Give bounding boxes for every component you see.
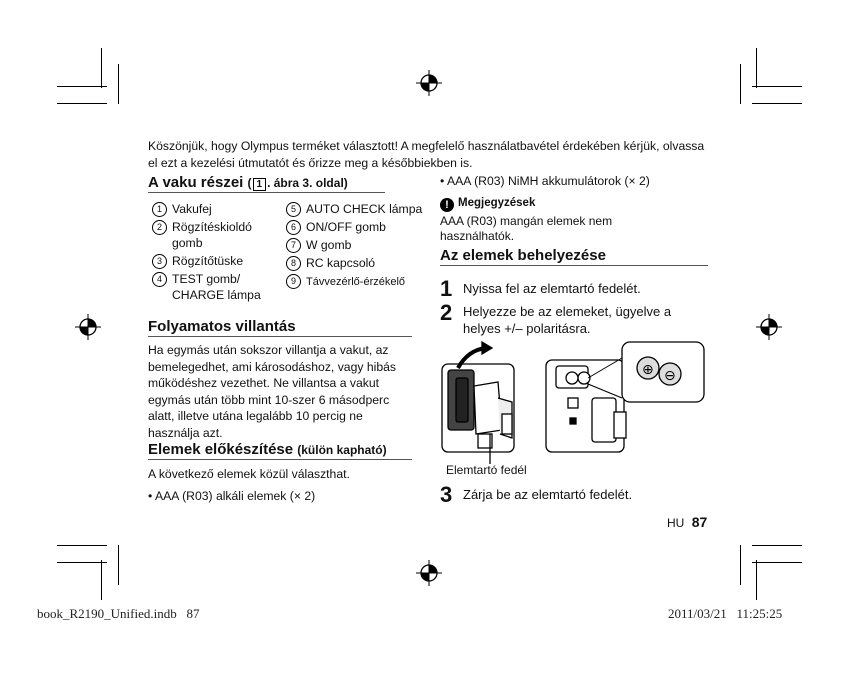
- registration-mark-left: [75, 314, 101, 340]
- battery-insertion-figure: [438, 338, 710, 464]
- list-item: 3 Rögzítőtüske: [150, 253, 275, 269]
- step-2-text: Helyezze be az elemeket, ügyelve a helyes +/– polaritásra.: [463, 304, 672, 336]
- battery-bullet-alkaline: • AAA (R03) alkáli elemek (× 2): [148, 489, 316, 503]
- list-item: 8 RC kapcsoló: [284, 255, 424, 271]
- step-3-text: Zárja be az elemtartó fedelét.: [463, 487, 633, 502]
- polarity-minus-label: ⊖: [664, 368, 676, 384]
- flash-unit-open-illustration: [442, 342, 514, 464]
- registration-mark-right: [756, 314, 782, 340]
- battery-bullet-nimh: • AAA (R03) NiMH akkumulátorok (× 2): [440, 174, 650, 188]
- continuous-text: Ha egymás után sokszor villantja a vakut, az bemelegedhet, ami károsodáshoz, vagy hibás működéshez vezethet. Ne villantsa a vakut egymás után több mint 10-szer 6 másodperc alatt, illetve utána legalább 10 percig ne használja azt.: [148, 343, 396, 440]
- figure-caption: Elemtartó fedél: [446, 463, 527, 477]
- battery-prep-text: A következő elemek közül választhat.: [148, 467, 350, 481]
- footer-datetime: 2011/03/21 11:25:25: [668, 606, 783, 621]
- list-item: 2 Rögzítéskioldó gomb: [150, 219, 275, 251]
- footer-file: book_R2190_Unified.indb 87: [37, 606, 200, 621]
- notes-text: AAA (R03) mangán elemek nem használhatók.: [440, 214, 613, 243]
- registration-mark-top: [416, 70, 442, 96]
- insert-heading: Az elemek behelyezése: [440, 247, 708, 266]
- registration-mark-bottom: [416, 560, 442, 586]
- parts-list-left: [150, 201, 275, 305]
- continuous-heading: Folyamatos villantás: [148, 318, 412, 337]
- page-number: HU 87: [667, 514, 708, 530]
- list-item: 1 Vakufej: [150, 201, 275, 217]
- list-item: 4 TEST gomb/ CHARGE lámpa: [150, 271, 275, 303]
- parts-list-right: [284, 201, 424, 292]
- step-1-text: Nyissa fel az elemtartó fedelét.: [463, 281, 641, 296]
- list-item: 5 AUTO CHECK lámpa: [284, 201, 424, 217]
- list-item: 9 Távvezérlő-érzékelő: [284, 273, 424, 290]
- flash-unit-batteries-illustration: [546, 342, 704, 452]
- warning-icon: !: [440, 198, 454, 212]
- battery-prep-heading: Elemek előkészítése (külön kapható): [148, 441, 412, 460]
- list-item: 6 ON/OFF gomb: [284, 219, 424, 235]
- notes-heading: ! Megjegyzések: [440, 197, 535, 212]
- step-2-number: 2: [440, 300, 453, 325]
- step-3-number: 3: [440, 482, 453, 507]
- intro-text: Köszönjük, hogy Olympus terméket választott! A megfelelő használatbavétel érdekében kérjük, olvassa el ezt a kezelési útmutatót és őrizze meg a későbbiekben is.: [148, 139, 705, 170]
- figure-ref-box: 1: [253, 178, 267, 191]
- parts-heading: A vaku részei ( 1 . ábra 3. oldal): [148, 174, 385, 193]
- list-item: 7 W gomb: [284, 237, 424, 253]
- step-1-number: 1: [440, 276, 453, 301]
- polarity-plus-label: ⊕: [642, 362, 654, 378]
